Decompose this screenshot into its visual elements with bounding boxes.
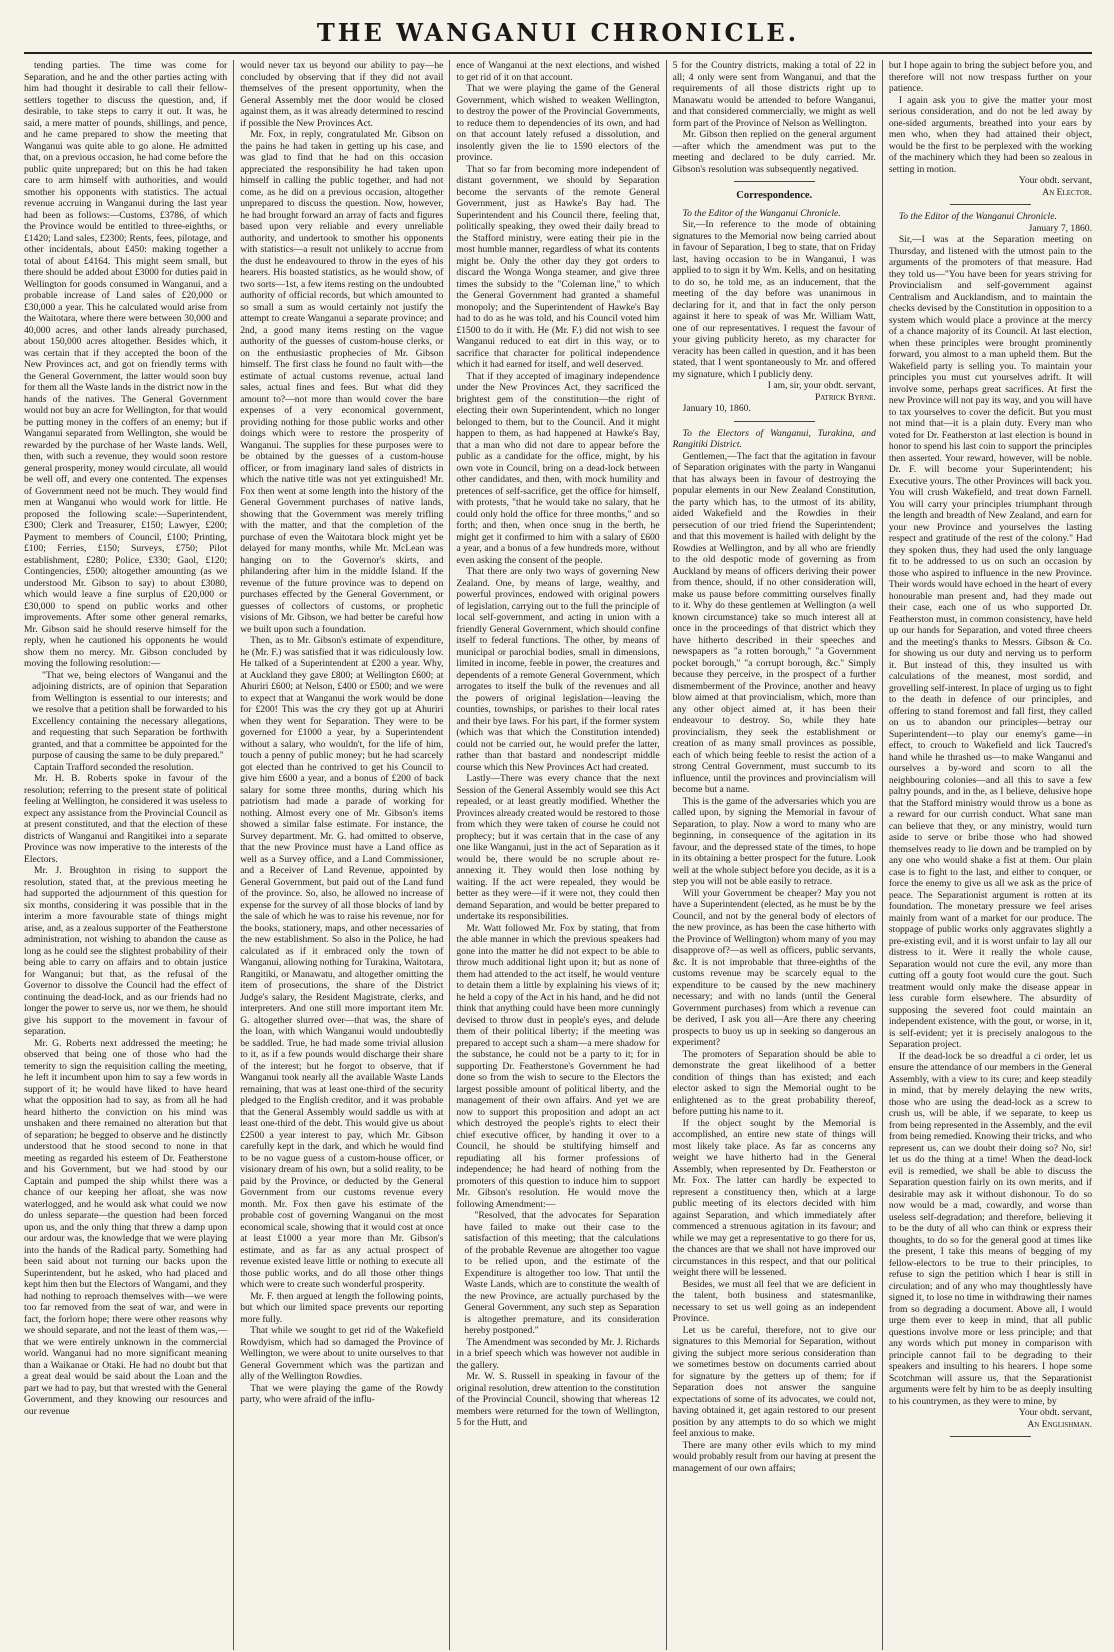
paragraph: To the Editor of the Wanganui Chronicle. [682,207,841,219]
paragraph: Mr. F. then argued at length the following points, but which our limited space prevents our reporting more fully. [240,1290,444,1325]
divider [734,181,815,182]
paragraph: The Amendment was seconded by Mr. J. Richards in a brief speech which was however not audible in the gallery. [456,1336,660,1371]
paragraph: 5 for the Country districts, making a total of 22 in all; 4 only were sent from Wanganui, and that the requirements of all those districts right up to Manawatu would be attended to before Wanganui, and that considered commercially, we might as well form part of the Province of Nelson as Wellington. [672,60,876,129]
divider [734,421,815,422]
column-1 [24,60,233,1650]
paragraph: Sir,—In reference to the mode of obtaining signatures to the Memorial now being carried about in favour of Separation, I beg to state, that on Friday last, having occasion to be in Wanganui, I was applied to to sign it by Wm. Kells, and on hesitating to do so, he told me, as an inducement, that the meeting of the day before was unanimous in declaring for it, and that in fact the only person against it here to speak of was Mr. William Watt, one of our representatives. I request the favour of your giving publicity hereto, as my character for veracity has been called in question, and it has been stated, that I went spontaneously to Mr. and offered my signature, which I publicly deny. [672,219,876,380]
column-3 [449,60,665,1650]
paragraph: Mr. G. Roberts next addressed the meeting; he observed that being one of those who had the temerity to sign the requisition calling the meeting, he left it incumbent upon him to say a few words in support of it; he would have liked to have heard what the opposition had to say, as from all he had heard hitherto the conviction on his mind was unshaken and there remained no alteration but that of separation; he begged to observe and he distinctly understood that he stood second to none in that meeting as regarded his esteem of Dr. Featherstone and his Government, but we had stood by our Captain and pumped the ship whilst there was a chance of our keeping her afloat, she was now waterlogged, and he would ask what could we now do unless separate—the question had been forced upon us, and the only thing that threw a damp upon our ardour was, the knowledge that we were playing into the hands of the Radical party. Something had been said about not turning our backs upon the Superintendent, but he asked, who had placed and kept him then but the Electors of Wangami, and they had nothing to reproach themselves with—we were too far removed from the seat of war, and were in fact, the forlorn hope; there were other reasons why we should separate, and not the least of them was,—that we were entirely unknown in the commercial world. Wanganui had no more significant meaning than a Waikanae or Otaki. He had no doubt but that a great deal would be said about the Loan and the part we had to pay, but that wrested with the General Government, and they knowing our resources and our revenue [24,1037,228,1417]
paragraph: Mr. Fox, in reply, congratulated Mr. Gibson on the pains he had taken in getting up his case, and was glad to find that he had on this occasion appreciated the responsibility he had taken upon himself in calling the public together, and had not come, as he did on a previous occasion, altogether unprepared to discuss the question. Now, however, he had brought forward an array of facts and figures based upon very reliable and every unreliable authority, and undertook to smother his opponents with statistics—a result not unlikely to accrue from the dust he endeavoured to throw in the eyes of his hearers. His boasted statistics, as he would show, of two sorts—1st, a few items resting on the undoubted authority of official records, but which amounted to so small a sum as would certainly not justify the attempt to create Wanganui a separate province; and 2nd, a good many items resting on the vague authority of the guesses of custom-house clerks, or on the enthusiastic prophecies of Mr. Gibson himself. The first class he found no fault with—the estimate of actual customs revenue, actual land sales, actual fines and fees. But what did they amount to?—not more than would cover the bare expenses of a very economical government, providing nothing for those public works and other doings which were to restore the prosperity of Wanganui. The supplies for these purposes were to be obtained by the guesses of a custom-house officer, or from imaginary land sales of districts in which the native title was not yet extinguished! Mr. Fox then went at some length into the history of the General Government purchases of native lands, showing that the Government was merely trifling with the matter, and that the completion of the purchase of even the Waitotara block might yet be delayed for many months, while Mr. McLean was hanging on to the Governor's skirts, and philandering after him in the middle Island. If the revenue of the future province was to depend on purchases effected by the General Government, or guesses of collectors of customs, or prophetic visions of Mr. Gibson, we had better be careful how we built upon such a foundation. [240,129,444,635]
paragraph: Mr. Gibson then replied on the general argument—after which the amendment was put to the meeting and declared to be duly carried. Mr. Gibson's resolution was subsequently negatived. [672,129,876,175]
paragraph: January 10, 1860. [682,403,751,414]
paragraph: "That we, being electors of Wanganui and the adjoining districts, are of opinion that Separation from Wellington is essential to our interests; and we resolve that a petition shall be forwarded to his Excellency containing the necessary allegations, and requesting that such Separation be forthwith granted, and that a committee be appointed for the purpose of causing the same to be duly prepared." [32,669,228,761]
paragraph: Patrick Byrne. [814,391,876,403]
divider [950,1436,1031,1437]
paragraph: would never tax us beyond our ability to pay—he concluded by observing that if they did not avail themselves of the present opportunity, when the General Assembly met the door would be closed against them, as it was already determined to rescind if possible the New Provinces Act. [240,60,444,129]
paragraph: Besides, we must all feel that we are deficient in the talent, both business and statesmanlike, necessary to set us well going as an independent Province. [672,1278,876,1324]
paragraph: An Englishman. [1027,1418,1093,1430]
paragraph: Gentlemen,—The fact that the agitation in favour of Separation originates with the party in Wanganui that has always been in favour of destroying the popular elements in our New Zealand Constitution, the party which has, to the utmost of its ability, aided Wakefield and the Rowdies in their persecution of our tried friend the Superintendent; and that this movement is hailed with delight by the Rowdies at Wellington, and by all who are friendly to the old despotic mode of governing as from Auckland by means of officers deriving their power from thence, should, if no other consideration will, make us pause before committing ourselves finally to it. Why do these gentlemen at Wellington (a well known circumstance) take so much interest all at once in the proceedings of that district which they have hitherto described in their speeches and newspapers as "a rotten borough," "a Government pocket borough," "a corrupt borough, &c." Simply because they perceive, in the prospect of a further dismemberment of the Province, another and heavy blow aimed at that provincialism, which, more than any other object aimed at, it has been their endeavour to destroy. So, while they hate provincialism, they seek the establishment or creation of as many small provinces as possible, each of which being feeble to resist the action of a strong Central Government, must succumb to its influence, until the provinces and provincialism will become but a name. [672,450,876,795]
paragraph: If the dead-lock be so dreadful a ci order, let us ensure the attendance of our members in the General Assembly, with a view to its cure; and keep steadily in mind, that by merely delaying the new writs, those who are using the dead-lock as a screw to crush us, will be able, if we separate, to keep us from being represented in the Assembly, and the evil from being remedied. Knowing their tricks, and who represent us, can we doubt their doing so? No, sir! let us do the thing at a time! When the dead-lock evil is remedied, we shall be able to discuss the Separation question fairly on its own merits, and if desirable may ask it without dishonour. To do so now would be a mad, cowardly, and worse than useless self-degradation; and therefore, believing it to be the duty of all who can think or express their thoughts, to do so for the general good at times like the present, I take this means of begging of my fellow-electors to be true to their principles, to refuse to sign the petition which I hear is still in circulation; and of any who may thoughtlessly have signed it, to lose no time in withdrawing their names from so degrading a document. Above all, I would urge them ever to keep in mind, that all public questions involve more or less principle; and that any words which put money in comparison with principle cannot fail to be degrading to their speakers and insulting to his hearers. I hope some Scotchman will assure us, that the Separationist arguments were felt by him to be as deeply insulting to his countrymen, as they were to mine, by [888,1050,1093,1407]
column-2 [233,60,449,1650]
paragraph: Sir,—I was at the Separation meeting on Thursday, and listened with the utmost pain to the arguments of the promoters of that measure. Had they told us—"You have been for years striving for Provincialism and self-government against Centralism and Aucklandism, and to maintain the checks devised by the Constitution in opposition to a system which would place a province at the mercy of a chance majority of its Council. At last election, when these principles were brought prominently forward, you almost to a man upheld them. But the Wakefield party is selling you. To maintain your principles you must cut yourselves adrift. It will involve some, perhaps great sacrifices. At first the new Province will not pay its way, and you will have to tax yourselves to cover the deficit. But you must not mind that—it is a plain duty. Every man who voted for Dr. Featherston at last election is bound in honor to spend his last coin to support the principles then asserted. Your reward, however, will be noble. Dr. F. will become your Superintendent; his Executive yours. The other Provinces will back you. You will crush Wakefield, and treat down Farnell. You will carry your principles triumphant through the length and breadth of New Zealand, and earn for your new Province and yourselves the lasting respect and gratitude of the rest of the colony." Had they spoken thus, they had used the only language fit to be addressed to us on such an occasion by those who aspired to influence in the new Province. Their words would have echoed in the heart of every honourable man present and, had they made out their case, each one of us who supported Dr. Featherston must, in common consistency, have held up our hands for Separation, and voted three cheers and the meeting's thanks to Messrs. Gibson & Co. for showing us our duty and nerving us to perform it. But instead of this, they insulted us with calculations of the meanest, most sordid, and grovelling self-interest. In place of urging us to fight to the death in defence of our principles, and offering to stand foremost and fall first, they called on us to abandon our principles—betray our Superintendent—to play our enemy's game—in effect, to crouch to Wakefield and lick Taucred's hand while he thrashed us—to make Wanganui and ourselves a by-word and scorn to all the neighbouring colonies—and all this to save a few paltry pounds, and in the, as I believe, delusive hope that the Stafford ministry would throw us a bone as a reward for our currish conduct. What sane man can believe that they, or any ministry, would turn aside to serve or bribe those who had showed themselves ready to lie down and be trampled on by any one who would shake a fist at them. Our plain case is to fight to the last, and either to conquer, or force the enemy to give us all we ask as the price of peace. The Separationist argument is rotten at its foundation. The monetary pressure we feel arises mainly from want of a market for our produce. The stoppage of public works only aggravates slightly a pre-existing evil, and it is worst unfair to lay all our distress to it. Were it really the whole cause, Separation would not cure the evil, any more than cutting off a gouty foot would cure the gout. Such treatment would only make the disease appear in less curable form elsewhere. The absurdity of supposing the severed foot could maintain an independent existence, with the gout, or worse, in it, is self-evident; yet it is precisely analogous to the Separation project. [888,234,1093,1050]
paragraph: Lastly—There was every chance that the next Session of the General Assembly would see this Act repealed, or at least greatly modified. Whether the Provinces already created would be restored to those from which they were taken of course he could not prophecy; but it was certain that in the case of any one like Wanganui, just in the act of Separation as it would be, there would be no scruple about re-annexing it. They would then lose nothing by waiting. If the act were repealed, they would be better as they were—if it were not, they could then demand Separation, and would be better prepared to undertake its responsibilities. [456,773,660,922]
paragraph: To the Editor of the Wanganui Chronicle. [898,211,1057,222]
paragraph: January 7, 1860. [1028,222,1093,234]
paragraph: ence of Wanganui at the next elections, and wished to get rid of it on that account. [456,60,660,83]
paragraph: Your obdt. servant, [1018,175,1093,186]
paragraph: That while we sought to get rid of the Wakefield Rowdyism, which had so damaged the Province of Wellington, we were about to unite ourselves to that General Government which was the partizan and ally of the Wellington Rowdies. [240,1325,444,1382]
column-4 [666,60,882,1650]
paragraph: That so far from becoming more independent of distant government, we should by Separation become the servants of the remote General Government, just as Hawke's Bay had. The Superintendent and his Council there, feeling that, politically speaking, they owed their daily bread to the Stafford ministry, were eating their pie in the most humble manner, regardless of what its contents might be. Only the other day they got orders to discard the Wonga Wonga steamer, and give three times the subsidy to the "Coleman line," to which the General Government had granted a shameful monopoly; and the Superintendent of Hawke's Bay had to do as he was told, and his Council voted him £1500 to do it with. He (Mr. F.) did not wish to see Wanganui reduced to eat dirt in this way, or to sacrifice that character for political independence which it had earned for itself, and well deserved. [456,163,660,370]
paragraph: Will your Government be cheaper? May you not have a Superintendent (elected, as he must be by the Council, and not by the general body of electors of the new province, as has been the case hitherto with the Province of Wellington) whom many of you may disapprove of?—as well as officers, public servants, &c. It is not improbable that three-eighths of the customs revenue may be scarcely equal to the expenditure to be caused by the new machinery necessary; and with no lands (until the General Government purchases) from which a revenue can be derived, I ask you all—Are there any cheering prospects to buoy us up in seeking so dangerous an experiment? [672,887,876,1048]
paragraph: Mr. W. S. Russell in speaking in favour of the original resolution, drew attention to the constitution of the Provincial Council, showing that whereas 12 members were returned for the town of Wellington, 5 for the Hutt, and [456,1371,660,1428]
masthead: THE WANGANUI CHRONICLE. [24,18,1092,54]
paragraph: That we were playing the game of the Rowdy party, who were afraid of the influ- [240,1382,444,1405]
paragraph: To the Electors of Wanganui, Turakina, and Rangitiki District. [672,427,876,450]
paragraph: Then, as to Mr. Gibson's estimate of expenditure, he (Mr. F.) was satisfied that it was ridiculously low. He talked of a Superintendent at £200 a year. Why, at Auckland they gave £800; at Wellington £600; at Ahuriri £600; at Nelson, £400 or £500; and we were to expect that at Wanganui the work would be done for £200! This was the cry they got up at Ahuriri when they went for Separation. They were to be governed for £1000 a year, by a Superintendent without a salary, who wouldn't, for the life of him, touch a penny of public money; but he had scarcely got elected than he contrived to get his Council to give him £600 a year, and a bonus of £200 of back salary for some three months, during which his patriotism had made a parade of working for nothing. Almost every one of Mr. Gibson's items showed a similar false estimate. For instance, the Survey department. Mr. G. had omitted to observe, that the new Province must have a Land office as well as a Survey office, and a Land Commissioner, and a Receiver of Land Revenue, appointed by General Government, but paid out of the Land fund of the province. So, also, he allowed no increase of expense for the survey of all those blocks of land by the sale of which he was to raise his revenue, nor for the books, stationery, maps, and other necessaries of the new establishment. So also in the Police, he had calculated as if it embraced only the town of Wanganui, allowing nothing for Turakina, Waitotara, Rangitiki, or Manawatu, and altogether omitting the item of prosecutions, the share of the District Judge's salary, the Resident Magistrate, clerks, and interpreters. And one still more important item Mr. G. altogether slurred over—that was, the share of the loan, with which Wanganui would undoubtedly be saddled. True, he had made some trivial allusion to it, as if a few pounds would discharge their share of the interest; but he forgot to observe, that if Wanganui took nearly all the available Waste Lands remaining, that was at least one-third of the security pledged to the English creditor, and it was probable that the General Assembly would saddle us with at least one-third of the debt. This would give us about £2500 a year interest to pay, which Mr. Gibson carefully kept in the dark, and which he would find to be no vague guess of a custom-house officer, or visionary dream of his own, but a solid reality, to be paid by the Province, or deducted by the General Government from our customs revenue every month. Mr. Fox then gave his estimate of the probable cost of governing Wanganui on the most economical scale, showing that it would cost at once at least £1000 a year more than Mr. Gibson's estimate, and as far as any actual prospect of revenue existed leave little or nothing to execute all those public works, and do all those other things which were to create such wonderful prosperity. [240,635,444,1290]
paragraph: I again ask you to give the matter your most serious consideration, and do not be led away by one-sided arguments, breathed into your ears by men who, when they had attained their object, would be the first to be perplexed with the working of the machinery which they had been so zealous in setting in motion. [888,94,1093,175]
divider [950,204,1031,205]
paragraph: I am, sir, your obdt. servant, [767,380,876,391]
paragraph: Mr. J. Broughton in rising to support the resolution, stated that, at the previous meeting he had supported the adjournment of this question for six months, considering it was possible that in the interim a more favourable state of things might arise, and, as a zealous supporter of the Featherstone administration, not wishing to abandon the cause as long as he could see the slightest probability of their being able to carry on affairs and to obtain justice for Wanganui; but that, as the refusal of the Governor to dissolve the Council had the effect of continuing the dead-lock, and as our friends had no longer the power to serve us, nor we them, he should give his support to the movement in favour of separation. [24,865,228,1037]
paragraph: tending parties. The time was come for Separation, and he and the other parties acting with him had thought it desirable to call their fellow-settlers together to discuss the question, and, if desirable, to take steps to carry it out. It was, he said, a mere matter of pounds, shillings, and pence, and he came prepared to show the meeting that Wanganui was quite able to go alone. He admitted that, on a previous occasion, he had come before the public quite unprepared; but on this he had taken care to arm himself with authorities, and would smother his opponents with statistics. The actual revenue accruing in Wanganui during the last year had been as follows:—Customs, £3786, of which the Province would be entitled to three-eighths, or £1420; Land sales, £2300; Rents, fees, pilotage, and other incidentals, about £450: making together a total of about £4164. This might seem small, but there should be added about £3000 for duties paid in Wellington for goods consumed in Wanganui, and a probable increase of Land sales of £20,000 or £30,000 a year. This he calculated would arise from the Waitotara, where there were between 30,000 and 40,000 acres, and other lands already purchased, about 150,000 acres altogether. Besides which, it was certain that if they accepted the boon of the New Provinces act, and got on friendly terms with the General Government, the latter would soon buy for them all the Waste lands in the district now in the hands of the natives. The General Government would not buy an acre for Wellington, for that would be putting money in the coffers of an enemy; but if Wanganui separated from Wellington, she would be rewarded by the purchase of her Waste lands. Well, then, with such a revenue, they would soon restore general prosperity, money would circulate, all would be well off, and every one contented. The expenses of Government need not be much. They would find men at Wanganui who would work for little. He proposed the following scale:—Superintendent, £300; Clerk and Treasurer, £150; Lawyer, £200; Payment to members of Council, £100; Printing, £100; Ferries, £150; Surveys, £750; Pilot establishment, £280; Police, £330; Gaol, £120; Contingencies, £500; altogether amounting (as we understood Mr. Gibson to say) to about £3080, which would leave a fine surplus of £20,000 or £30,000 to spend on public works and other improvements. After some other general remarks, Mr. Gibson said he should reserve himself for the reply, when he cautioned his opponents he would show them no mercy. Mr. Gibson concluded by moving the following resolution:— [24,60,228,669]
paragraph: An Elector. [1042,186,1093,198]
paragraph: That we were playing the game of the General Government, which wished to weaken Wellington, to destroy the power of the Provincial Governments, to reduce them to dependencies of its own, and had on that account lately refused a dissolution, and insolently given the lie to 1590 electors of the province. [456,83,660,163]
paragraph: If the object sought by the Memorial is accomplished, an entire new state of things will most likely take place. As far as concerns any weight we have hitherto had in the General Assembly, when represented by Dr. Featherston or Mr. Fox. The latter can hardly be expected to represent a constituency then, which at a large public meeting of its electors decided with him against Separation, and which immediately after commenced a strenuous agitation in its favour; and while we may get a representative to go there for us, the chances are that we shall not have improved our circumstances in this respect, and that our political weight there will be lessened. [672,1117,876,1278]
column-5 [882,60,1092,1650]
paragraph: Mr. H. B. Roberts spoke in favour of the resolution; referring to the present state of political feeling at Wellington, he considered it was useless to expect any assistance from the Provincial Council as at present constituted, and that the election of these districts of Wanganui and Rangitikei into a separate Province was now imperative to the interests of the Electors. [24,773,228,865]
columns [24,60,1092,1650]
section-heading: Correspondence. [736,190,813,201]
paragraph: Your obdt. servant, [1018,1407,1093,1418]
paragraph: This is the game of the adversaries which you are called upon, by signing the Memorial in favour of Separation, to play. Now a word to many who are beginning, in consequence of the agitation in its favour, and the depressed state of the times, to hope in its obtaining a better prospect for the future. Look well at the whole subject before you decide, as it is a step you will not be able easily to retrace. [672,795,876,887]
paragraph: The promoters of Separation should be able to demonstrate the great likelihood of a better condition of things than has existed; and each elector asked to sign the Memorial ought to be enlightened as to the great probability thereof, before putting his name to it. [672,1048,876,1117]
paragraph: but I hope again to bring the subject before you, and therefore will not now trespass further on your patience. [888,60,1093,94]
paragraph: Let us be careful, therefore, not to give our signatures to this Memorial for Separation, without giving the subject more serious consideration than we sometimes bestow on documents carried about for signature by the getters up of them; for if Separation does not answer the sanguine expectations of some of its advocates, we could not, having obtained it, get again restored to our present position by any attempts to do so which we might feel anxious to make. [672,1324,876,1439]
paragraph: There are many other evils which to my mind would probably result from our having at present the management of our own affairs; [672,1439,876,1474]
paragraph: That there are only two ways of governing New Zealand. One, by means of large, wealthy, and powerful provinces, endowed with original powers of legislation, carrying out to the full the principle of local self-government, and acting in union with a friendly General Government, which should confine itself to federal functions. The other, by means of municipal or parochial bodies, small in dimensions, limited in income, feeble in power, the creatures and dependents of a remote General Government, which arrogates to itself the bulk of the revenues and all the powers of original legislation—leaving the counties, townships, or parishes to their local rates and their bye laws. For his part, if the former system (which was that which the Constitution intended) could not be carried out, he would prefer the latter, rather than that bastard and nondescript middle course which this New Provinces Act had created. [456,566,660,773]
paragraph: Captain Trafford seconded the resolution. [34,761,194,773]
paragraph: That if they accepted of imaginary independence under the New Provinces Act, they sacrificed the brightest gem of the constitution—the right of electing their own Superintendent, which no longer belonged to them, but to the Council. And it might happen to them, as had happened at Hawke's Bay, that a man who did not dare to appear before the public as a candidate for the office, might, by his own vote in Council, bring on a dead-lock between other candidates, and then, with mock humility and pretences of self-sacrifice, get the office for himself, with protests, "that he would take no salary, that he could only hold the office for three months," and so forth; and then, when once snug in the berth, he might get it confirmed to him with a salary of £600 a year, and a bonus of a few hundreds more, without even asking the consent of the people. [456,370,660,566]
paragraph: "Resolved, that the advocates for Separation have failed to make out their case to the satisfaction of this meeting; that the calculations of the probable Revenue are altogether too vague to be relied upon, and the estimate of the Expenditure is altogether too low. That until the Waste Lands, which are to constitute the wealth of the new Province, are actually purchased by the General Government, any such step as Separation is altogether premature, and its consideration hereby postponed." [464,1210,660,1336]
paragraph: Mr. Watt followed Mr. Fox by stating, that from the able manner in which the previous speakers had gone into the matter he did not expect to be able to throw much additional light upon it; but as none of them had attended to the act itself, he would venture to detain them a little by explaining his views of it; he held a copy of the Act in his hand, and he did not think that anything could have been more cunningly devised to throw dust in people's eyes, and delude them of their political liberty; if the meeting was prepared to accept such a sham—a mere shadow for the substance, he could not be a party to it; for in supporting Dr. Featherstone's Government he had done so from the wish to secure to the Electors the largest possible amount of political liberty, and the management of their own affairs. And yet we are now to support this proposition and adopt an act which destroyed the people's rights to elect their chief executive officer, by handing it over to a Council, he should be stultifying himself and repudiating all his former professions of independence; he had heard of nothing from the promoters of this question to induce him to support Mr. Gibson's resolution. He would move the following Amendment:— [456,922,660,1210]
